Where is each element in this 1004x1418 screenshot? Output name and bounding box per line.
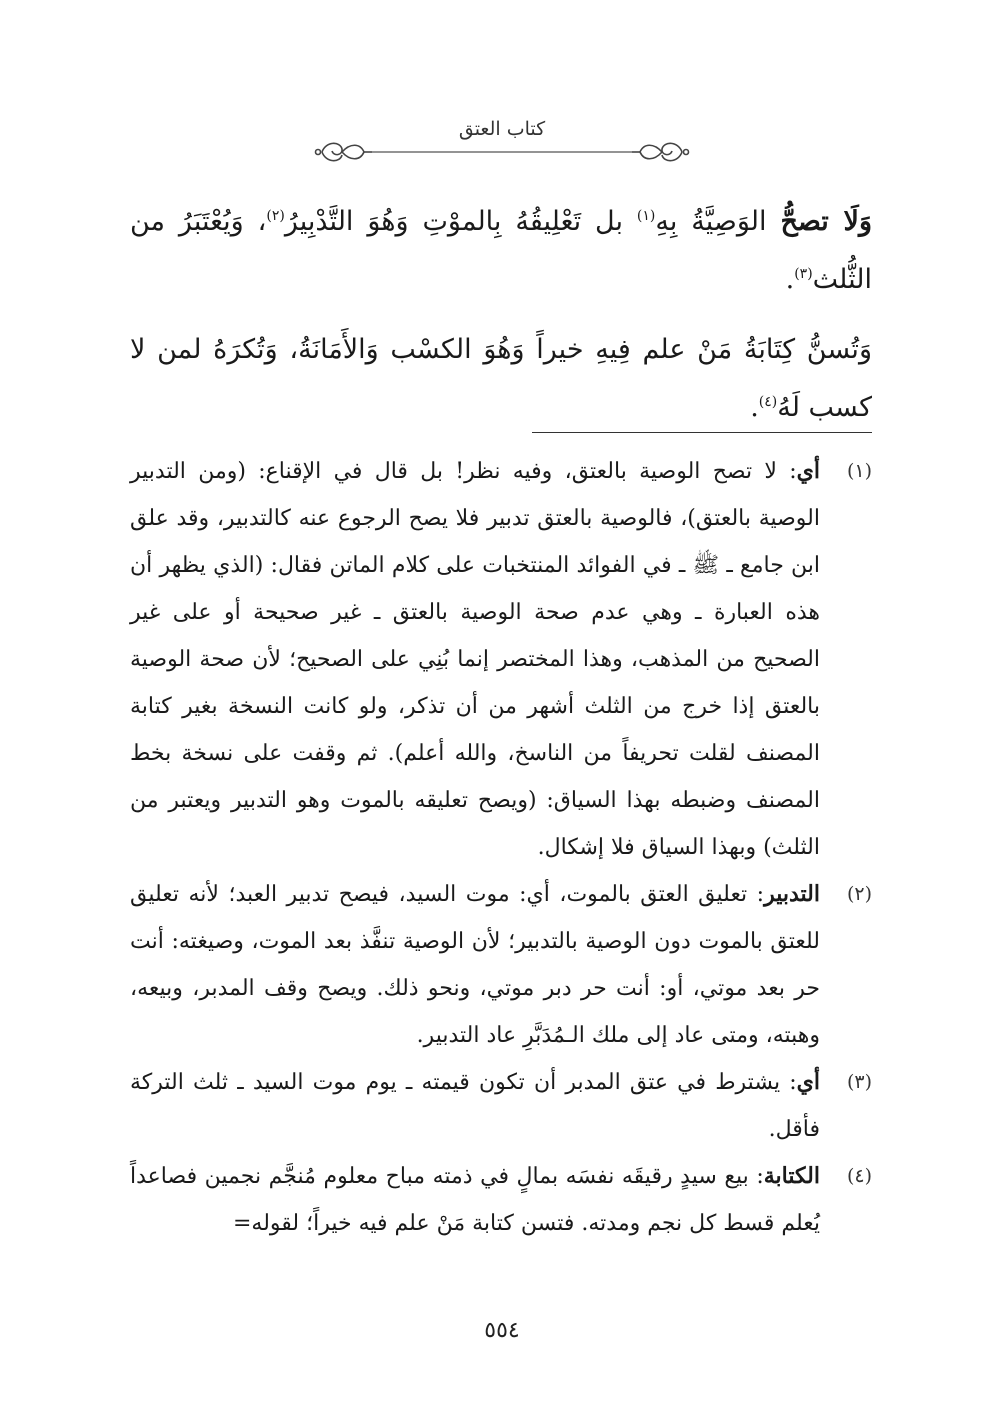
footnote-ref-1[interactable]: (١): [636, 208, 656, 224]
main-text: [130, 193, 872, 449]
text-segment: الوَصِيَّةُ بِهِ: [655, 206, 781, 237]
footnote-text: : لا تصح الوصية بالعتق، وفيه نظر! بل قال في الإقناع: (ومن التدبير الوصية بالعتق)، فالوصية بالعتق تدبير فلا يصح الرجوع عنه كالتدبير، وقد علق ابن جامع ـ ﷺ ـ في الفوائد المنتخبات على كلام الماتن فقال: (الذي يظهر أن هذه العبارة ـ وهي عدم صحة الوصية بالعتق ـ غير صحيحة أو على غير الصحيح من المذهب، وهذا المختصر إنما بُنِي على الصحيح؛ لأن صحة الوصية بالعتق إذا خرج من الثلث أشهر من أن تذكر، ولو كانت النسخة بغير كتابة المصنف لقلت تحريفاً من الناسخ، والله أعلم). ثم وقفت على نسخة بخط المصنف وضبطه بهذا السياق: (ويصح تعليقه بالموت وهو التدبير ويعتبر من الثلث) وبهذا السياق فلا إشكال.: [130, 459, 821, 860]
main-paragraph-2: [130, 321, 872, 437]
header-ornament: [312, 137, 692, 167]
page-number: ٥٥٤: [484, 1318, 520, 1343]
footnote-ref-3[interactable]: (٣): [794, 266, 813, 282]
footnote-lead: أي: [796, 458, 820, 484]
footnote-text: : تعليق العتق بالموت، أي: موت السيد، فيصح تدبير العبد؛ لأنه تعليق للعتق بالموت دون الوصية بالتدبير؛ لأن الوصية تنفَّذ بعد الموت، وصيغته: أنت حر بعد موتي، أو: أنت حر دبر موتي، ونحو ذلك. ويصح وقف المدبر، وبيعه، وهبته، ومتى عاد إلى ملك الـمُدَبَّرِ عاد التدبير.: [130, 882, 820, 1048]
footnote-2: [130, 871, 872, 1059]
footnote-ref-2[interactable]: (٢): [266, 208, 285, 224]
footnote-lead: الكتابة: [763, 1163, 820, 1189]
footnote-1: [130, 448, 872, 871]
lead-phrase: وَلَا تصحُّ: [780, 206, 872, 237]
footnote-ref-4[interactable]: (٤): [758, 394, 778, 410]
text-segment: وَتُسنُّ كِتَابَةُ مَنْ علم فِيهِ خيراً وَهُوَ الكسْب وَالأَمَانَةُ، وَتُكرَهُ لمن لا كسب لَهُ: [130, 334, 872, 423]
footnote-number: (٣): [846, 1071, 872, 1093]
text-segment: ، وَيُعْتَبَرُ من الثُّلث: [130, 206, 872, 295]
footnote-text: : يشترط في عتق المدبر أن تكون قيمته ـ يوم موت السيد ـ ثلث التركة فأقل.: [130, 1070, 820, 1142]
footnote-number: (١): [846, 460, 872, 482]
footnote-lead: أي: [796, 1069, 820, 1095]
footnote-lead: التدبير: [764, 881, 820, 907]
running-header-title: كتاب العتق: [458, 118, 546, 140]
footnote-3: [130, 1059, 872, 1153]
footnotes-section: [130, 448, 872, 1247]
footnote-number: (٢): [846, 883, 872, 905]
footnote-4: [130, 1153, 872, 1247]
footnote-text: : بيع سيدٍ رقيقَه نفسَه بمالٍ في ذمته مباح معلوم مُنجَّم نجمين فصاعداً يُعلم قسط كل نجم ومدته. فتسن كتابة مَنْ علم فيه خيراً؛ لقوله=: [130, 1164, 820, 1236]
main-paragraph-1: [130, 193, 872, 309]
text-segment: بل تَعْلِيقُهُ بِالموْتِ وَهُوَ التَّدْبِيرُ: [284, 206, 637, 237]
footnote-number: (٤): [846, 1165, 872, 1187]
text-segment: .: [750, 392, 759, 423]
footnote-separator: [532, 432, 872, 433]
text-segment: .: [785, 264, 795, 295]
